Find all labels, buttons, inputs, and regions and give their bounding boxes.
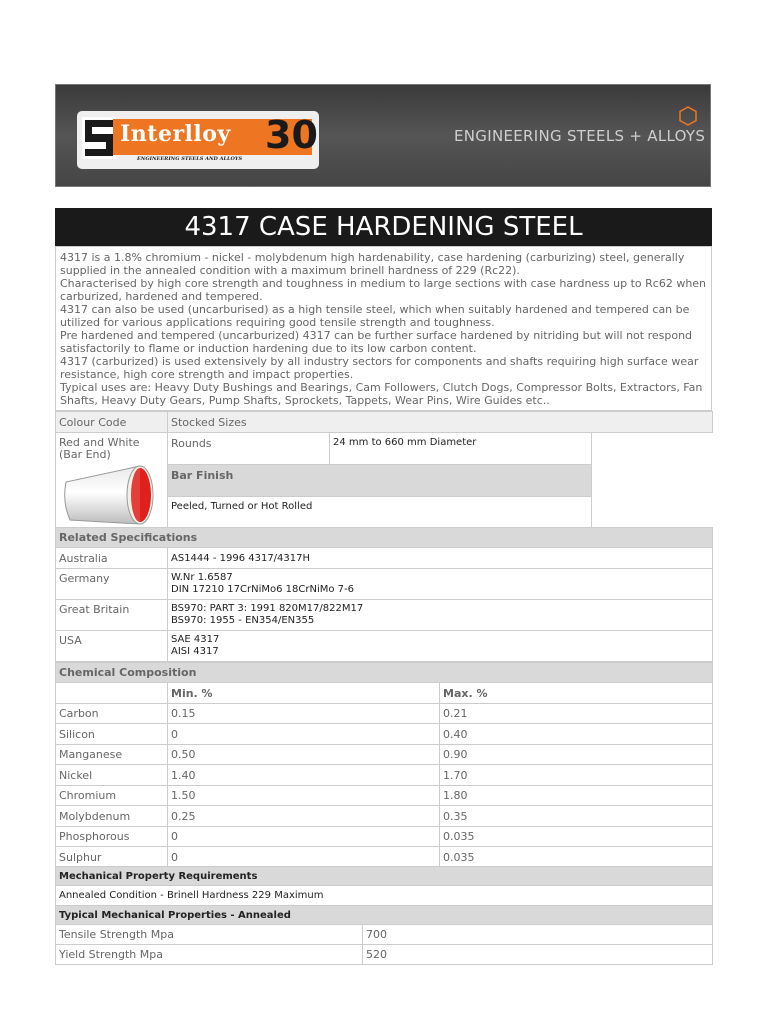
spec-value: DIN 17210 17CrNiMo6 18CrNiMo 7-6 bbox=[171, 584, 354, 595]
rounds-value: 24 mm to 660 mm Diameter bbox=[330, 433, 592, 465]
element-max: 1.80 bbox=[440, 786, 713, 806]
property-label: Tensile Strength Mpa bbox=[56, 925, 363, 945]
hexagon-icon bbox=[678, 106, 698, 126]
spec-value: BS970: 1955 - EN354/EN355 bbox=[171, 615, 315, 626]
element-name: Carbon bbox=[56, 704, 168, 724]
rounds-label: Rounds bbox=[168, 433, 330, 465]
intro-paragraph: 4317 is a 1.8% chromium - nickel - molybdenum high hardenability, case hardening (carburizing) steel, generally supplied in the annealed condition with a maximum brinell hardness of 229 (Rc22). bbox=[60, 251, 685, 277]
intro-paragraph: Typical uses are: Heavy Duty Bushings and Bearings, Cam Followers, Clutch Dogs, Compressor Bolts, Extractors, Fan Shafts, Heavy Duty Gears, Pump Shafts, Sprockets, Tappets, Wear Pins, Wire Guides etc.. bbox=[60, 381, 703, 407]
bar-end-colour-image bbox=[58, 462, 158, 526]
logo-anniversary-number: 30 bbox=[265, 113, 318, 157]
specs-table bbox=[55, 527, 713, 662]
element-max: 0.40 bbox=[440, 724, 713, 745]
element-min: 0 bbox=[168, 724, 440, 745]
table-row bbox=[56, 631, 713, 662]
property-value: 700 bbox=[363, 925, 713, 945]
mechanical-requirements-table bbox=[55, 866, 713, 925]
table-row bbox=[56, 745, 713, 765]
page-title: 4317 CASE HARDENING STEEL bbox=[55, 208, 712, 246]
spec-country: USA bbox=[56, 631, 168, 662]
spec-value: W.Nr 1.6587 bbox=[171, 572, 233, 583]
mech-req-heading: Mechanical Property Requirements bbox=[56, 867, 713, 886]
table-row bbox=[56, 847, 713, 868]
table-row bbox=[56, 548, 713, 569]
element-name: Silicon bbox=[56, 724, 168, 745]
logo-text: Interlloy bbox=[120, 121, 231, 147]
logo-mark-icon bbox=[82, 117, 116, 159]
logo-tagline: ENGINEERING STEELS AND ALLOYS bbox=[137, 156, 243, 162]
interlloy-logo[interactable] bbox=[77, 111, 319, 169]
bar-finish-label: Bar Finish bbox=[168, 465, 592, 497]
element-max: 0.21 bbox=[440, 704, 713, 724]
intro-description bbox=[55, 246, 712, 411]
element-min: 1.40 bbox=[168, 765, 440, 786]
chemical-composition-table bbox=[55, 662, 713, 868]
table-row bbox=[56, 806, 713, 827]
element-min: 0 bbox=[168, 847, 440, 868]
element-min: 0.50 bbox=[168, 745, 440, 765]
typical-heading: Typical Mechanical Properties - Annealed bbox=[56, 906, 713, 925]
element-max: 0.035 bbox=[440, 827, 713, 847]
element-min: 0.15 bbox=[168, 704, 440, 724]
mech-req-value: Annealed Condition - Brinell Hardness 229 Maximum bbox=[56, 886, 713, 906]
typical-properties-table bbox=[55, 924, 713, 965]
table-row bbox=[56, 786, 713, 806]
table-row bbox=[56, 704, 713, 724]
colour-code-value: Red and White (Bar End) bbox=[56, 433, 168, 528]
intro-paragraph: Pre hardened and tempered (uncarburized) 4317 can be further surface hardened by nitriding but will not respond satisfactorily to flame or induction hardening due to its low carbon content. bbox=[60, 329, 693, 355]
table-row bbox=[56, 600, 713, 631]
element-max: 0.35 bbox=[440, 806, 713, 827]
spec-country: Great Britain bbox=[56, 600, 168, 631]
spec-country: Australia bbox=[56, 548, 168, 569]
table-row bbox=[56, 925, 713, 945]
element-max: 0.90 bbox=[440, 745, 713, 765]
site-header bbox=[55, 84, 711, 187]
table-row bbox=[56, 724, 713, 745]
table-row bbox=[56, 765, 713, 786]
table-row bbox=[56, 569, 713, 600]
element-min: 0.25 bbox=[168, 806, 440, 827]
chem-heading: Chemical Composition bbox=[56, 663, 713, 683]
table-row bbox=[56, 945, 713, 965]
colour-code-header: Colour Code bbox=[56, 412, 168, 433]
element-max: 0.035 bbox=[440, 847, 713, 868]
element-name: Molybdenum bbox=[56, 806, 168, 827]
min-header: Min. % bbox=[168, 683, 440, 704]
intro-paragraph: Characterised by high core strength and toughness in medium to large sections with case hardness up to Rc62 when carburized, hardened and tempered. bbox=[60, 277, 707, 303]
bar-finish-value: Peeled, Turned or Hot Rolled bbox=[168, 497, 592, 528]
spec-country: Germany bbox=[56, 569, 168, 600]
spec-value: AISI 4317 bbox=[171, 646, 219, 657]
max-header: Max. % bbox=[440, 683, 713, 704]
property-label: Yield Strength Mpa bbox=[56, 945, 363, 965]
spec-value: AS1444 - 1996 4317/4317H bbox=[168, 548, 713, 569]
element-min: 1.50 bbox=[168, 786, 440, 806]
element-max: 1.70 bbox=[440, 765, 713, 786]
element-min: 0 bbox=[168, 827, 440, 847]
spec-value: BS970: PART 3: 1991 820M17/822M17 bbox=[171, 603, 364, 614]
intro-paragraph: 4317 can also be used (uncarburised) as a high tensile steel, which when suitably hardened and tempered can be utilized for various applications requiring good tensile strength and toughness. bbox=[60, 303, 690, 329]
specs-heading: Related Specifications bbox=[56, 528, 713, 548]
element-name: Phosphorous bbox=[56, 827, 168, 847]
header-tagline: ENGINEERING STEELS + ALLOYS bbox=[454, 127, 706, 145]
element-name: Nickel bbox=[56, 765, 168, 786]
property-value: 520 bbox=[363, 945, 713, 965]
element-name: Chromium bbox=[56, 786, 168, 806]
table-row bbox=[56, 827, 713, 847]
spec-value: SAE 4317 bbox=[171, 634, 220, 645]
element-name: Manganese bbox=[56, 745, 168, 765]
intro-paragraph: 4317 (carburized) is used extensively by all industry sectors for components and shafts requiring high surface wear resistance, high core strength and impact properties. bbox=[60, 355, 699, 381]
element-name: Sulphur bbox=[56, 847, 168, 868]
stocked-sizes-header: Stocked Sizes bbox=[168, 412, 713, 433]
